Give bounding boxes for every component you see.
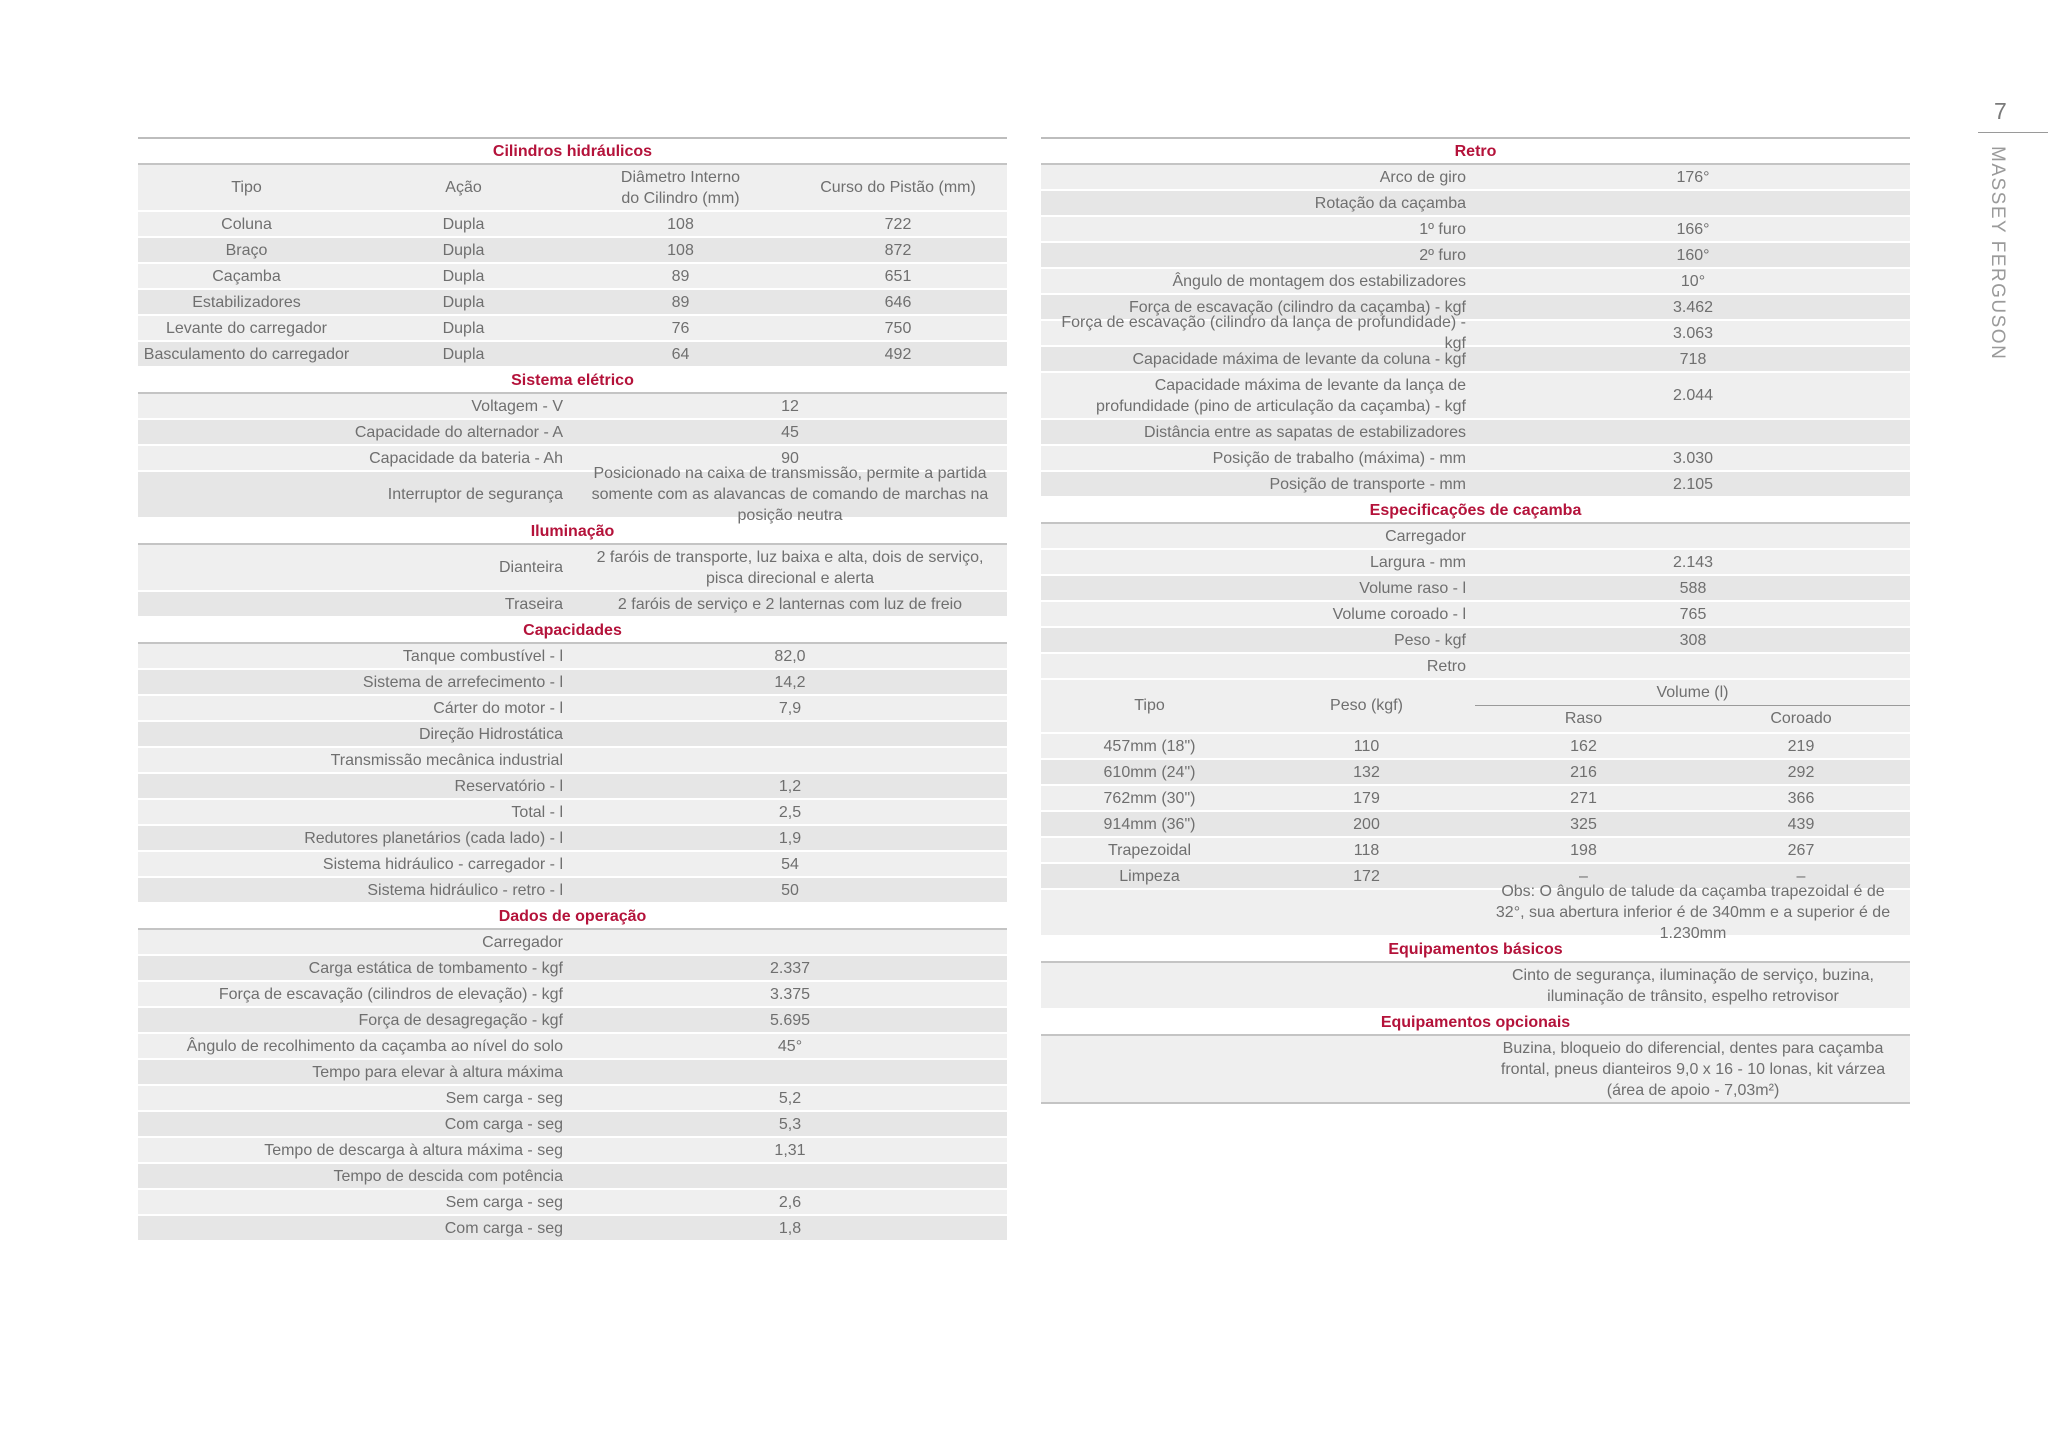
cylinders-header-row xyxy=(138,165,1007,212)
row-label: Tanque combustível - l xyxy=(402,647,563,665)
table-cell: Braço xyxy=(225,241,268,259)
section-header-retro xyxy=(1041,139,1910,165)
column-header: Ação xyxy=(445,179,482,196)
cylinders-rows xyxy=(138,212,1007,368)
table-row xyxy=(138,696,1007,722)
row-label: Posição de trabalho (máxima) - mm xyxy=(1212,449,1466,467)
table-row xyxy=(138,1164,1007,1190)
table-row xyxy=(138,290,1007,316)
row-value: 1,31 xyxy=(774,1141,806,1159)
page-number: 7 xyxy=(1994,98,2007,124)
row-value: 5,2 xyxy=(778,1089,802,1107)
table-cell: Dupla xyxy=(442,293,485,311)
row-label: Com carga - seg xyxy=(444,1219,563,1237)
row-label: Capacidade máxima de levante da lança de profundidade (pino de articulação da caçamba) - kgf xyxy=(1096,376,1466,415)
section-header-bucket xyxy=(1041,498,1910,524)
table-row xyxy=(138,956,1007,982)
table-cell: 271 xyxy=(1570,789,1597,807)
table-row xyxy=(138,1034,1007,1060)
table-row xyxy=(138,1138,1007,1164)
row-value: 308 xyxy=(1679,631,1707,649)
row-label: Com carga - seg xyxy=(444,1115,563,1133)
row-value: 82,0 xyxy=(774,647,806,665)
table-cell: 200 xyxy=(1353,815,1380,833)
row-label: Carga estática de tombamento - kgf xyxy=(308,959,563,977)
row-value: 160° xyxy=(1676,246,1710,264)
table-row xyxy=(1041,347,1910,373)
row-value: 2,6 xyxy=(778,1193,802,1211)
row-value: 7,9 xyxy=(778,699,802,717)
bucket-retro-label-row xyxy=(1041,654,1910,680)
row-label: Força de escavação (cilindro da caçamba) - kgf xyxy=(1128,298,1466,316)
lighting-rows xyxy=(138,545,1007,618)
column-header: Diâmetro Interno do Cilindro (mm) xyxy=(620,168,741,207)
row-value: 2.337 xyxy=(769,959,811,977)
basic-equipment-row xyxy=(1041,963,1910,1010)
section-title: Dados de operação xyxy=(498,907,647,925)
row-value: 12 xyxy=(781,397,799,415)
table-row xyxy=(1041,373,1910,420)
table-cell: – xyxy=(1796,867,1806,885)
row-label: Sistema hidráulico - carregador - l xyxy=(322,855,563,873)
table-row xyxy=(1041,217,1910,243)
table-row xyxy=(138,592,1007,618)
brand-vertical-text: MASSEY FERGUSON xyxy=(1987,146,2008,361)
table-row xyxy=(1041,314,1910,352)
table-row xyxy=(138,342,1007,368)
table-row xyxy=(1041,838,1910,864)
table-cell: 366 xyxy=(1787,789,1815,807)
table-cell: 492 xyxy=(884,345,912,363)
table-row xyxy=(138,826,1007,852)
table-cell: 267 xyxy=(1787,841,1815,859)
table-row xyxy=(138,670,1007,696)
table-row xyxy=(1041,472,1910,498)
section-header-operation xyxy=(138,904,1007,930)
page-number-rule xyxy=(1978,132,2048,133)
right-spec-column xyxy=(1041,137,1910,1104)
row-label: 2º furo xyxy=(1419,246,1466,264)
row-value: Posicionado na caixa de transmissão, permite a partida somente com as alavancas de comando de marchas na posição neutra xyxy=(591,465,989,524)
row-value: 90 xyxy=(781,449,799,467)
table-cell: 457mm (18") xyxy=(1103,737,1196,755)
table-cell: 198 xyxy=(1570,841,1597,859)
row-label: Sistema hidráulico - retro - l xyxy=(367,881,563,899)
table-cell: Dupla xyxy=(442,319,485,337)
table-cell: 89 xyxy=(671,293,690,311)
retro-rows xyxy=(1041,165,1910,498)
table-cell: Coluna xyxy=(221,215,272,233)
table-row xyxy=(138,420,1007,446)
row-label: Voltagem - V xyxy=(471,397,563,415)
row-label: Capacidade máxima de levante da coluna - kgf xyxy=(1132,350,1466,368)
table-cell: Trapezoidal xyxy=(1107,841,1191,859)
table-row xyxy=(138,1216,1007,1242)
table-row xyxy=(138,394,1007,420)
row-value: 54 xyxy=(781,855,799,873)
left-spec-column xyxy=(138,137,1007,1242)
table-cell: 646 xyxy=(884,293,912,311)
capacities-rows xyxy=(138,644,1007,904)
row-label: Redutores planetários (cada lado) - l xyxy=(304,829,563,847)
row-value: 45° xyxy=(777,1037,803,1055)
row-value: 14,2 xyxy=(774,673,806,691)
section-title: Sistema elétrico xyxy=(511,371,634,389)
table-cell: Dupla xyxy=(442,345,485,363)
row-label: Sem carga - seg xyxy=(445,1089,563,1107)
row-value: 45 xyxy=(781,423,799,441)
table-row xyxy=(138,1190,1007,1216)
table-cell: 610mm (24") xyxy=(1103,763,1196,781)
table-row xyxy=(138,774,1007,800)
table-row xyxy=(138,264,1007,290)
row-value: 2.105 xyxy=(1672,475,1714,493)
row-label: Ângulo de recolhimento da caçamba ao nível do solo xyxy=(186,1037,563,1055)
table-cell: Basculamento do carregador xyxy=(143,345,350,363)
row-label: Capacidade da bateria - Ah xyxy=(369,449,563,467)
row-label: Retro xyxy=(1426,657,1466,675)
row-value: 10° xyxy=(1680,272,1706,290)
table-row xyxy=(138,1008,1007,1034)
table-row xyxy=(138,722,1007,748)
row-value: 2.143 xyxy=(1672,553,1714,571)
section-header-basic-equipment xyxy=(1041,937,1910,963)
table-cell: 162 xyxy=(1570,737,1597,755)
column-header: Volume (l) xyxy=(1475,680,1910,706)
row-label: Carregador xyxy=(482,933,563,951)
table-cell: Estabilizadores xyxy=(192,293,301,311)
volume-header-group xyxy=(1475,680,1910,732)
row-value: 588 xyxy=(1679,579,1707,597)
table-row xyxy=(138,878,1007,904)
table-cell: 651 xyxy=(884,267,912,285)
row-label: Reservatório - l xyxy=(454,777,563,795)
row-label: Interruptor de segurança xyxy=(387,486,563,503)
table-cell: Dupla xyxy=(442,267,485,285)
row-value: 2 faróis de transporte, luz baixa e alta, dois de serviço, pisca direcional e alerta xyxy=(596,548,984,587)
row-value: 2.044 xyxy=(1672,387,1714,404)
row-label: Sem carga - seg xyxy=(445,1193,563,1211)
row-label: Carregador xyxy=(1385,527,1466,545)
table-row xyxy=(1041,786,1910,812)
table-cell: 216 xyxy=(1570,763,1597,781)
table-cell: 722 xyxy=(884,215,912,233)
section-title: Capacidades xyxy=(523,621,622,639)
table-row xyxy=(138,930,1007,956)
table-row xyxy=(138,800,1007,826)
row-label: Tempo para elevar à altura máxima xyxy=(312,1063,563,1081)
table-row xyxy=(138,1060,1007,1086)
table-cell: 89 xyxy=(671,267,690,285)
table-cell: 108 xyxy=(667,241,694,259)
basic-equipment-text: Cinto de segurança, iluminação de serviço, buzina, iluminação de trânsito, espelho retrovisor xyxy=(1512,966,1874,1005)
table-cell: 132 xyxy=(1353,763,1380,781)
section-header-electric xyxy=(138,368,1007,394)
section-title: Equipamentos básicos xyxy=(1388,940,1563,958)
table-cell: 179 xyxy=(1353,789,1380,807)
row-value: 50 xyxy=(781,881,799,899)
row-label: Ângulo de montagem dos estabilizadores xyxy=(1172,272,1466,290)
row-label: Direção Hidrostática xyxy=(418,725,563,743)
table-row xyxy=(138,748,1007,774)
table-row xyxy=(1041,165,1910,191)
row-label: Arco de giro xyxy=(1379,168,1466,186)
row-value: 2 faróis de serviço e 2 lanternas com luz de freio xyxy=(617,595,963,613)
table-cell: Caçamba xyxy=(212,267,281,285)
section-header-cylinders xyxy=(138,139,1007,165)
table-row xyxy=(1041,602,1910,628)
table-row xyxy=(1041,628,1910,654)
row-label: Dianteira xyxy=(498,559,563,576)
row-label: Distância entre as sapatas de estabilizadores xyxy=(1144,423,1466,441)
row-label: 1º furo xyxy=(1419,220,1466,238)
table-cell: 110 xyxy=(1353,737,1380,755)
table-cell: 292 xyxy=(1787,763,1815,781)
table-row xyxy=(1041,243,1910,269)
row-label: Cárter do motor - l xyxy=(433,699,563,717)
section-title: Retro xyxy=(1454,142,1497,160)
row-label: Força de desagregação - kgf xyxy=(358,1011,563,1029)
column-header: Peso (kgf) xyxy=(1330,697,1403,714)
table-row xyxy=(1041,734,1910,760)
table-cell: 439 xyxy=(1787,815,1815,833)
table-row xyxy=(1041,446,1910,472)
row-label: Tempo de descida com potência xyxy=(333,1167,563,1185)
bucket-table-header xyxy=(1041,680,1910,734)
row-label: Posição de transporte - mm xyxy=(1269,475,1466,493)
table-row xyxy=(138,212,1007,238)
table-cell: 172 xyxy=(1353,867,1380,885)
row-value: 166° xyxy=(1676,220,1710,238)
table-cell: 872 xyxy=(884,241,912,259)
table-cell: Levante do carregador xyxy=(166,319,327,337)
table-row xyxy=(138,852,1007,878)
bucket-loader-rows xyxy=(1041,550,1910,654)
optional-equipment-row xyxy=(1041,1036,1910,1104)
bucket-table-rows xyxy=(1041,734,1910,890)
table-row xyxy=(138,1112,1007,1138)
table-row xyxy=(1041,550,1910,576)
operation-rows xyxy=(138,930,1007,1242)
table-cell: 108 xyxy=(667,215,694,233)
table-cell: 76 xyxy=(671,319,690,337)
table-cell: 914mm (36") xyxy=(1103,815,1196,833)
row-value: 1,2 xyxy=(778,777,802,795)
table-row xyxy=(138,238,1007,264)
table-cell: Dupla xyxy=(442,215,485,233)
table-cell: 118 xyxy=(1353,841,1380,859)
table-cell: 762mm (30") xyxy=(1103,789,1196,807)
bucket-note: Obs: O ângulo de talude da caçamba trapezoidal é de 32°, sua abertura inferior é de 340mm e a superior é de 1.230mm xyxy=(1495,883,1891,942)
row-value: 176° xyxy=(1676,168,1710,186)
row-value: 3.375 xyxy=(769,985,811,1003)
table-cell: Dupla xyxy=(442,241,485,259)
row-label: Volume coroado - l xyxy=(1332,605,1466,623)
row-value: 2,5 xyxy=(778,803,802,821)
table-row xyxy=(138,982,1007,1008)
section-title: Equipamentos opcionais xyxy=(1380,1013,1571,1031)
row-label: Largura - mm xyxy=(1369,553,1466,571)
table-row xyxy=(1041,812,1910,838)
table-cell: – xyxy=(1579,867,1588,885)
table-cell: Limpeza xyxy=(1119,867,1180,885)
row-value: 5.695 xyxy=(769,1011,811,1029)
table-cell: 750 xyxy=(884,319,912,337)
row-value: 3.030 xyxy=(1672,449,1714,467)
section-header-optional-equipment xyxy=(1041,1010,1910,1036)
section-title: Especificações de caçamba xyxy=(1369,501,1582,519)
row-label: Sistema de arrefecimento - l xyxy=(362,673,563,691)
table-row xyxy=(1041,760,1910,786)
table-row xyxy=(138,644,1007,670)
row-label: Tempo de descarga à altura máxima - seg xyxy=(264,1141,563,1159)
row-label: Peso - kgf xyxy=(1393,631,1466,649)
table-row xyxy=(1041,191,1910,217)
electric-rows xyxy=(138,394,1007,524)
row-value: 5,3 xyxy=(778,1115,802,1133)
row-value: 1,8 xyxy=(778,1219,802,1237)
bucket-note-row xyxy=(1041,883,1910,942)
row-label: Força de escavação (cilindros de elevação) - kgf xyxy=(218,985,563,1003)
section-title: Iluminação xyxy=(530,522,615,540)
row-value: 765 xyxy=(1679,605,1707,623)
section-title: Cilindros hidráulicos xyxy=(492,142,653,160)
section-header-capacities xyxy=(138,618,1007,644)
row-label: Rotação da caçamba xyxy=(1314,194,1466,212)
row-label: Volume raso - l xyxy=(1359,579,1466,597)
column-header: Coroado xyxy=(1770,710,1832,727)
row-value: 1,9 xyxy=(778,829,802,847)
table-cell: 325 xyxy=(1570,815,1597,833)
table-row xyxy=(1041,420,1910,446)
table-cell: 219 xyxy=(1787,737,1815,755)
table-cell: 64 xyxy=(671,345,690,363)
row-label: Transmissão mecânica industrial xyxy=(330,751,563,769)
row-label: Traseira xyxy=(504,595,563,613)
row-label: Capacidade do alternador - A xyxy=(354,423,563,441)
column-header: Tipo xyxy=(1134,697,1165,714)
column-header: Raso xyxy=(1564,710,1603,727)
row-value: 3.063 xyxy=(1672,324,1714,342)
table-row xyxy=(1041,576,1910,602)
optional-equipment-text: Buzina, bloqueio do diferencial, dentes para caçamba frontal, pneus dianteiros 9,0 x 16 - 10 lonas, kit várzea (área de apoio - 7,03m²) xyxy=(1500,1039,1886,1099)
column-header: Tipo xyxy=(231,179,262,196)
row-label: Total - l xyxy=(511,803,563,821)
table-row xyxy=(138,465,1007,524)
table-row xyxy=(138,545,1007,592)
bucket-loader-label-row xyxy=(1041,524,1910,550)
row-value: 718 xyxy=(1679,350,1707,368)
column-header: Curso do Pistão (mm) xyxy=(820,179,976,196)
row-value: 3.462 xyxy=(1672,298,1714,316)
table-row xyxy=(1041,269,1910,295)
section-header-lighting xyxy=(138,519,1007,545)
table-row xyxy=(138,316,1007,342)
table-row xyxy=(138,1086,1007,1112)
row-label: Força de escavação (cilindro da lança de profundidade) - kgf xyxy=(1061,314,1466,352)
